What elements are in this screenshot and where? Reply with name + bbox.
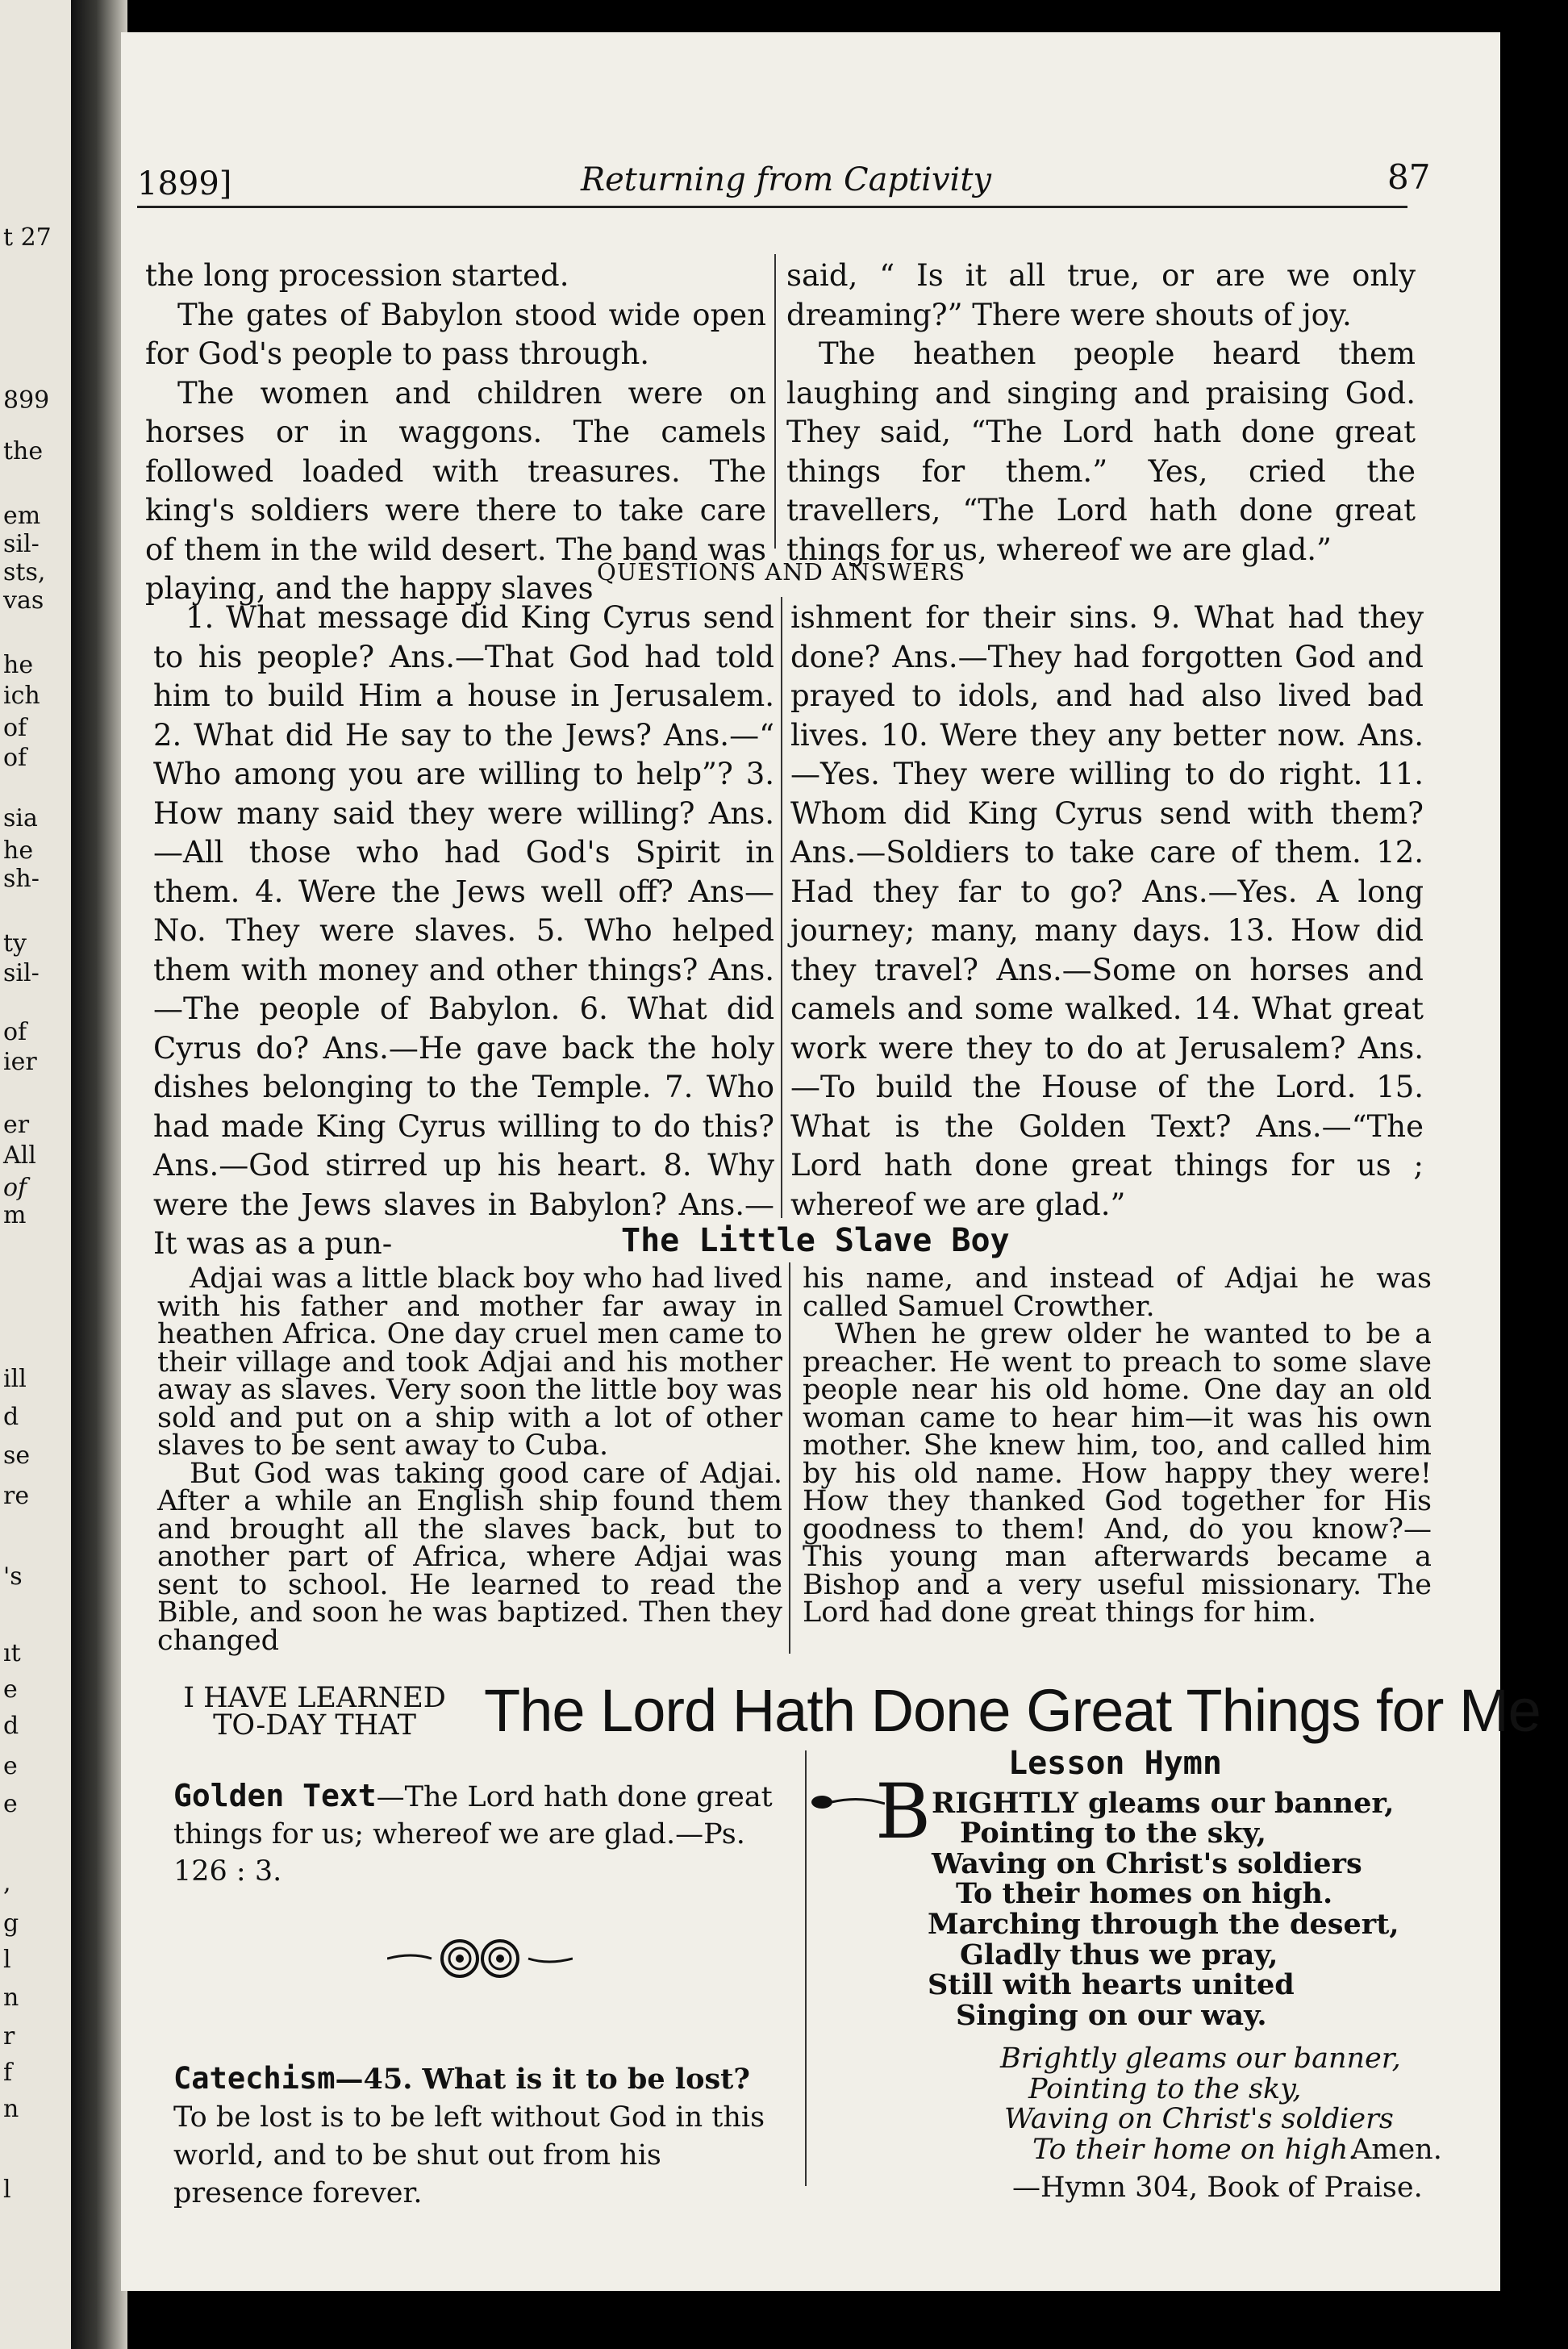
facing-fragment: of <box>3 1174 27 1202</box>
running-title: Returning from Captivity <box>581 161 992 198</box>
facing-fragment: m <box>3 1201 27 1229</box>
column-divider <box>805 1750 807 2186</box>
header-year: 1899] <box>137 165 232 202</box>
lesson-hymn-heading: Lesson Hymn <box>1008 1745 1222 1782</box>
slave-boy-right-column <box>803 1262 1432 1629</box>
learned-lead <box>169 1682 460 1742</box>
facing-fragment: of <box>3 714 27 742</box>
hymn-line: To their homes on high. <box>956 1877 1333 1910</box>
facing-fragment: l <box>3 2176 11 2204</box>
hymn-amen: Amen. <box>1351 2134 1442 2166</box>
story-paragraph: said, “ Is it all true, or are we only dreaming?” There were shouts of joy. <box>786 258 1416 332</box>
facing-fragment: l <box>3 1946 11 1974</box>
facing-fragment: r <box>3 2022 15 2051</box>
story-paragraph: The heathen people heard them laughing and singing and praising God. They said, “The Lord hath done great things for them.” Yes, cried the travellers, “The Lord hath done great things for us, whereof we are glad.” <box>786 336 1416 567</box>
facing-fragment: ier <box>3 1048 37 1076</box>
facing-fragment: sil- <box>3 959 40 987</box>
facing-fragment: he <box>3 837 34 865</box>
facing-fragment: ty <box>3 929 27 958</box>
lesson-title: The Lord Hath Done Great Things for Me <box>484 1677 1541 1744</box>
slave-boy-left-column <box>157 1262 782 1657</box>
facing-fragment: of <box>3 1018 27 1046</box>
facing-fragment: se <box>3 1442 31 1470</box>
hymn-refrain-line: Pointing to the sky, <box>1028 2073 1302 2105</box>
facing-fragment: n <box>3 2095 19 2123</box>
learned-lead-line: TO-DAY THAT <box>213 1709 416 1742</box>
story-right-column <box>786 257 1416 570</box>
facing-fragment: he <box>3 651 34 679</box>
questions-right-column <box>790 599 1424 1225</box>
questions-text: ishment for their sins. 9. What had they done? Ans.—They had forgotten God and prayed to idols, and had also lived bad lives. 10. Were they any better now. Ans.—Yes. They were willing to do right. 11. Whom did King Cyrus send with them? Ans.—Soldiers to take care of them. 12. Had they far to go? Ans.—Yes. A long journey; many, many days. 13. How did they travel? Ans.—Some on horses and camels and some walked. 14. What great work were they to do at Jerusalem? Ans.—To build the House of the Lord. 15. What is the Golden Text? Ans.—“The Lord hath done great things for us ; whereof we are glad.” <box>790 600 1424 1222</box>
catechism-question: —45. What is it to be lost? <box>335 2063 750 2096</box>
column-divider <box>774 254 776 549</box>
header-rule <box>137 206 1407 208</box>
facing-fragment: re <box>3 1482 30 1510</box>
catechism-label: Catechism <box>173 2061 336 2096</box>
facing-fragment: , <box>3 1869 11 1897</box>
hymn-refrain-line: To their home on high. <box>1032 2134 1357 2166</box>
column-divider <box>789 1262 790 1654</box>
facing-fragment: g <box>3 1909 19 1938</box>
story-title: The Little Slave Boy <box>621 1222 1010 1259</box>
facing-fragment: ill <box>3 1365 27 1393</box>
facing-fragment: 899 <box>3 386 50 415</box>
story-paragraph: When he grew older he wanted to be a preacher. He went to preach to some slave people near his old home. One day an old woman came to hear him—it was his own mother. She knew him, too, and called him by his old name. How happy they were! How they thanked God together for His goodness to them! And, do you know?—This young man afterwards became a Bishop and a very useful missionary. The Lord had done great things for him. <box>803 1318 1432 1629</box>
facing-fragment: sil- <box>3 530 40 558</box>
scroll-ornament-icon <box>387 1934 573 1983</box>
hymn-refrain-line: Brightly gleams our banner, <box>1000 2042 1401 2075</box>
facing-fragment: em <box>3 502 41 530</box>
facing-fragment: 's <box>3 1563 23 1591</box>
facing-fragment: sh- <box>3 865 40 893</box>
story-left-column <box>145 257 766 609</box>
facing-fragment: sts, <box>3 558 46 586</box>
hymn-line: Marching through the desert, <box>928 1908 1399 1941</box>
catechism-answer: To be lost is to be left without God in this world, and to be shut out from his presence forever. <box>173 2101 765 2209</box>
story-paragraph: his name, and instead of Adjai he was called Samuel Crowther. <box>803 1262 1432 1323</box>
facing-fragment: e <box>3 1752 18 1780</box>
facing-fragment: ıt <box>3 1639 21 1667</box>
story-paragraph: But God was taking good care of Adjai. After a while an English ship found them and brought all the slaves back, but to another part of Africa, where Adjai was sent to school. He learned to read the Bible, and soon he was baptized. Then they changed <box>157 1457 782 1657</box>
facing-fragment: d <box>3 1712 19 1740</box>
facing-page-edge <box>0 0 71 2349</box>
story-paragraph: The women and children were on horses or in waggons. The camels followed loaded with treasures. The king's soldiers were there to take care of them in the wild desert. The band was playing, and the happy slaves <box>145 375 766 606</box>
hymn-attribution: —Hymn 304, Book of Praise. <box>1012 2172 1423 2204</box>
story-paragraph: the long procession started. <box>145 258 569 293</box>
page-number: 87 <box>1387 157 1431 197</box>
facing-fragment: of <box>3 744 27 772</box>
golden-text-body: —The Lord hath done great things for us; whereof we are glad.—Ps. 126 : 3. <box>173 1781 773 1888</box>
golden-text-label: Golden Text <box>173 1778 377 1813</box>
golden-text <box>173 1777 786 1890</box>
facing-fragment: All <box>3 1141 36 1170</box>
story-paragraph: Adjai was a little black boy who had lived with his father and mother far away in heathen Africa. One day cruel men came to their village and took Adjai and his mother away as slaves. Very soon the little boy was sold and put on a ship with a lot of other slaves to be sent away to Cuba. <box>157 1262 782 1462</box>
hymn-line: RIGHTLY gleams our banner, <box>932 1787 1395 1820</box>
facing-fragment: t 27 <box>3 223 52 252</box>
facing-fragment: n <box>3 1984 19 2012</box>
facing-fragment: e <box>3 1675 18 1704</box>
questions-heading: QUESTIONS AND ANSWERS <box>597 558 965 586</box>
hymn-refrain-line: Waving on Christ's soldiers <box>1004 2103 1394 2135</box>
story-paragraph: The gates of Babylon stood wide open for God's people to pass through. <box>145 297 766 371</box>
facing-fragment: f <box>3 2059 13 2087</box>
questions-left-column <box>153 599 774 1264</box>
hymn-drop-cap: B <box>875 1768 932 1856</box>
hymn-line: Pointing to the sky, <box>960 1817 1266 1850</box>
facing-fragment: d <box>3 1403 19 1431</box>
facing-fragment: vas <box>3 586 44 615</box>
book-spine <box>71 0 127 2349</box>
drop-cap-ornament-icon <box>811 1794 885 1810</box>
catechism <box>173 2059 794 2213</box>
facing-fragment: the <box>3 437 44 465</box>
facing-fragment: er <box>3 1111 30 1139</box>
hymn-line: Still with hearts united <box>928 1968 1295 2001</box>
hymn-line: Singing on our way. <box>956 1999 1267 2032</box>
hymn-line: Waving on Christ's soldiers <box>932 1847 1362 1880</box>
facing-fragment: ich <box>3 682 40 710</box>
facing-fragment: sia <box>3 804 38 832</box>
learned-lead-line: I HAVE LEARNED <box>183 1682 446 1714</box>
questions-text: 1. What message did King Cyrus send to his people? Ans.—That God had told him to build Him a house in Jerusalem. 2. What did He say to the Jews? Ans.—“ Who among you are willing to help”? 3. How many said they were willing? Ans.—All those who had God's Spirit in them. 4. Were the Jews well off? Ans—No. They were slaves. 5. Who helped them with money and other things? Ans.—The people of Babylon. 6. What did Cyrus do? Ans.—He gave back the holy dishes belonging to the Temple. 7. Who had made King Cyrus willing to do this? Ans.—God stirred up his heart. 8. Why were the Jews slaves in Babylon? Ans.—It was as a pun- <box>153 600 774 1261</box>
hymn-line: Gladly thus we pray, <box>960 1938 1278 1971</box>
column-divider <box>781 597 782 1218</box>
facing-fragment: e <box>3 1790 18 1818</box>
